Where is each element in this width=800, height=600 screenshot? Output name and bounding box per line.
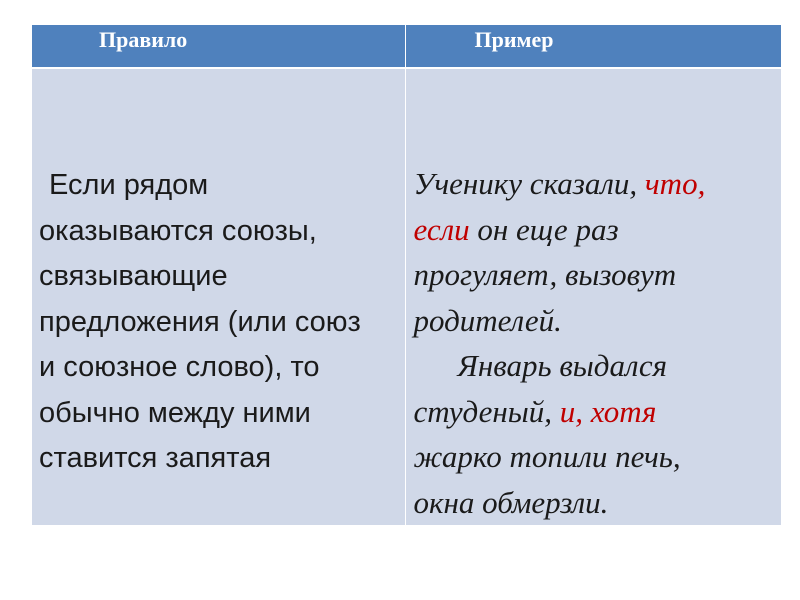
rule-text xyxy=(32,69,405,482)
example-line xyxy=(413,207,775,253)
example-text-fragment: он еще раз xyxy=(469,211,619,247)
header-rule-label: Правило xyxy=(99,27,188,52)
highlighted-conjunction: что, xyxy=(644,166,706,201)
table-body-row xyxy=(32,68,782,526)
example-line xyxy=(413,389,775,435)
example-line: прогуляет, вызовут xyxy=(413,257,677,292)
rule-example-table xyxy=(31,24,782,526)
highlighted-conjunction: и, хотя xyxy=(559,393,657,429)
highlighted-conjunction: если xyxy=(413,211,470,247)
rule-line: связывающие xyxy=(39,260,228,292)
example-text-fragment: Ученику сказали, xyxy=(413,166,645,201)
rule-line: оказываются союзы, xyxy=(39,214,317,247)
example-text-fragment: студеный, xyxy=(413,393,560,429)
rule-line: предложения (или союз xyxy=(39,305,361,338)
rule-line: ставится запятая xyxy=(39,442,272,474)
rule-line: и союзное слово), то xyxy=(39,351,320,383)
header-example-label: Пример xyxy=(474,27,554,52)
rule-cell xyxy=(32,68,406,526)
example-line xyxy=(413,161,775,207)
example-line: родителей. xyxy=(413,302,562,338)
example-line: Январь выдался xyxy=(457,348,668,383)
header-example-cell xyxy=(406,25,782,69)
header-rule-cell xyxy=(32,25,406,69)
example-line: жарко топили печь, xyxy=(413,439,681,474)
example-line: окна обмерзли. xyxy=(413,484,609,520)
table-header-row xyxy=(32,25,782,69)
example-cell xyxy=(406,68,782,526)
example-text xyxy=(406,69,781,525)
rule-line: Если рядом xyxy=(49,169,209,201)
rule-line: обычно между ними xyxy=(39,396,311,429)
